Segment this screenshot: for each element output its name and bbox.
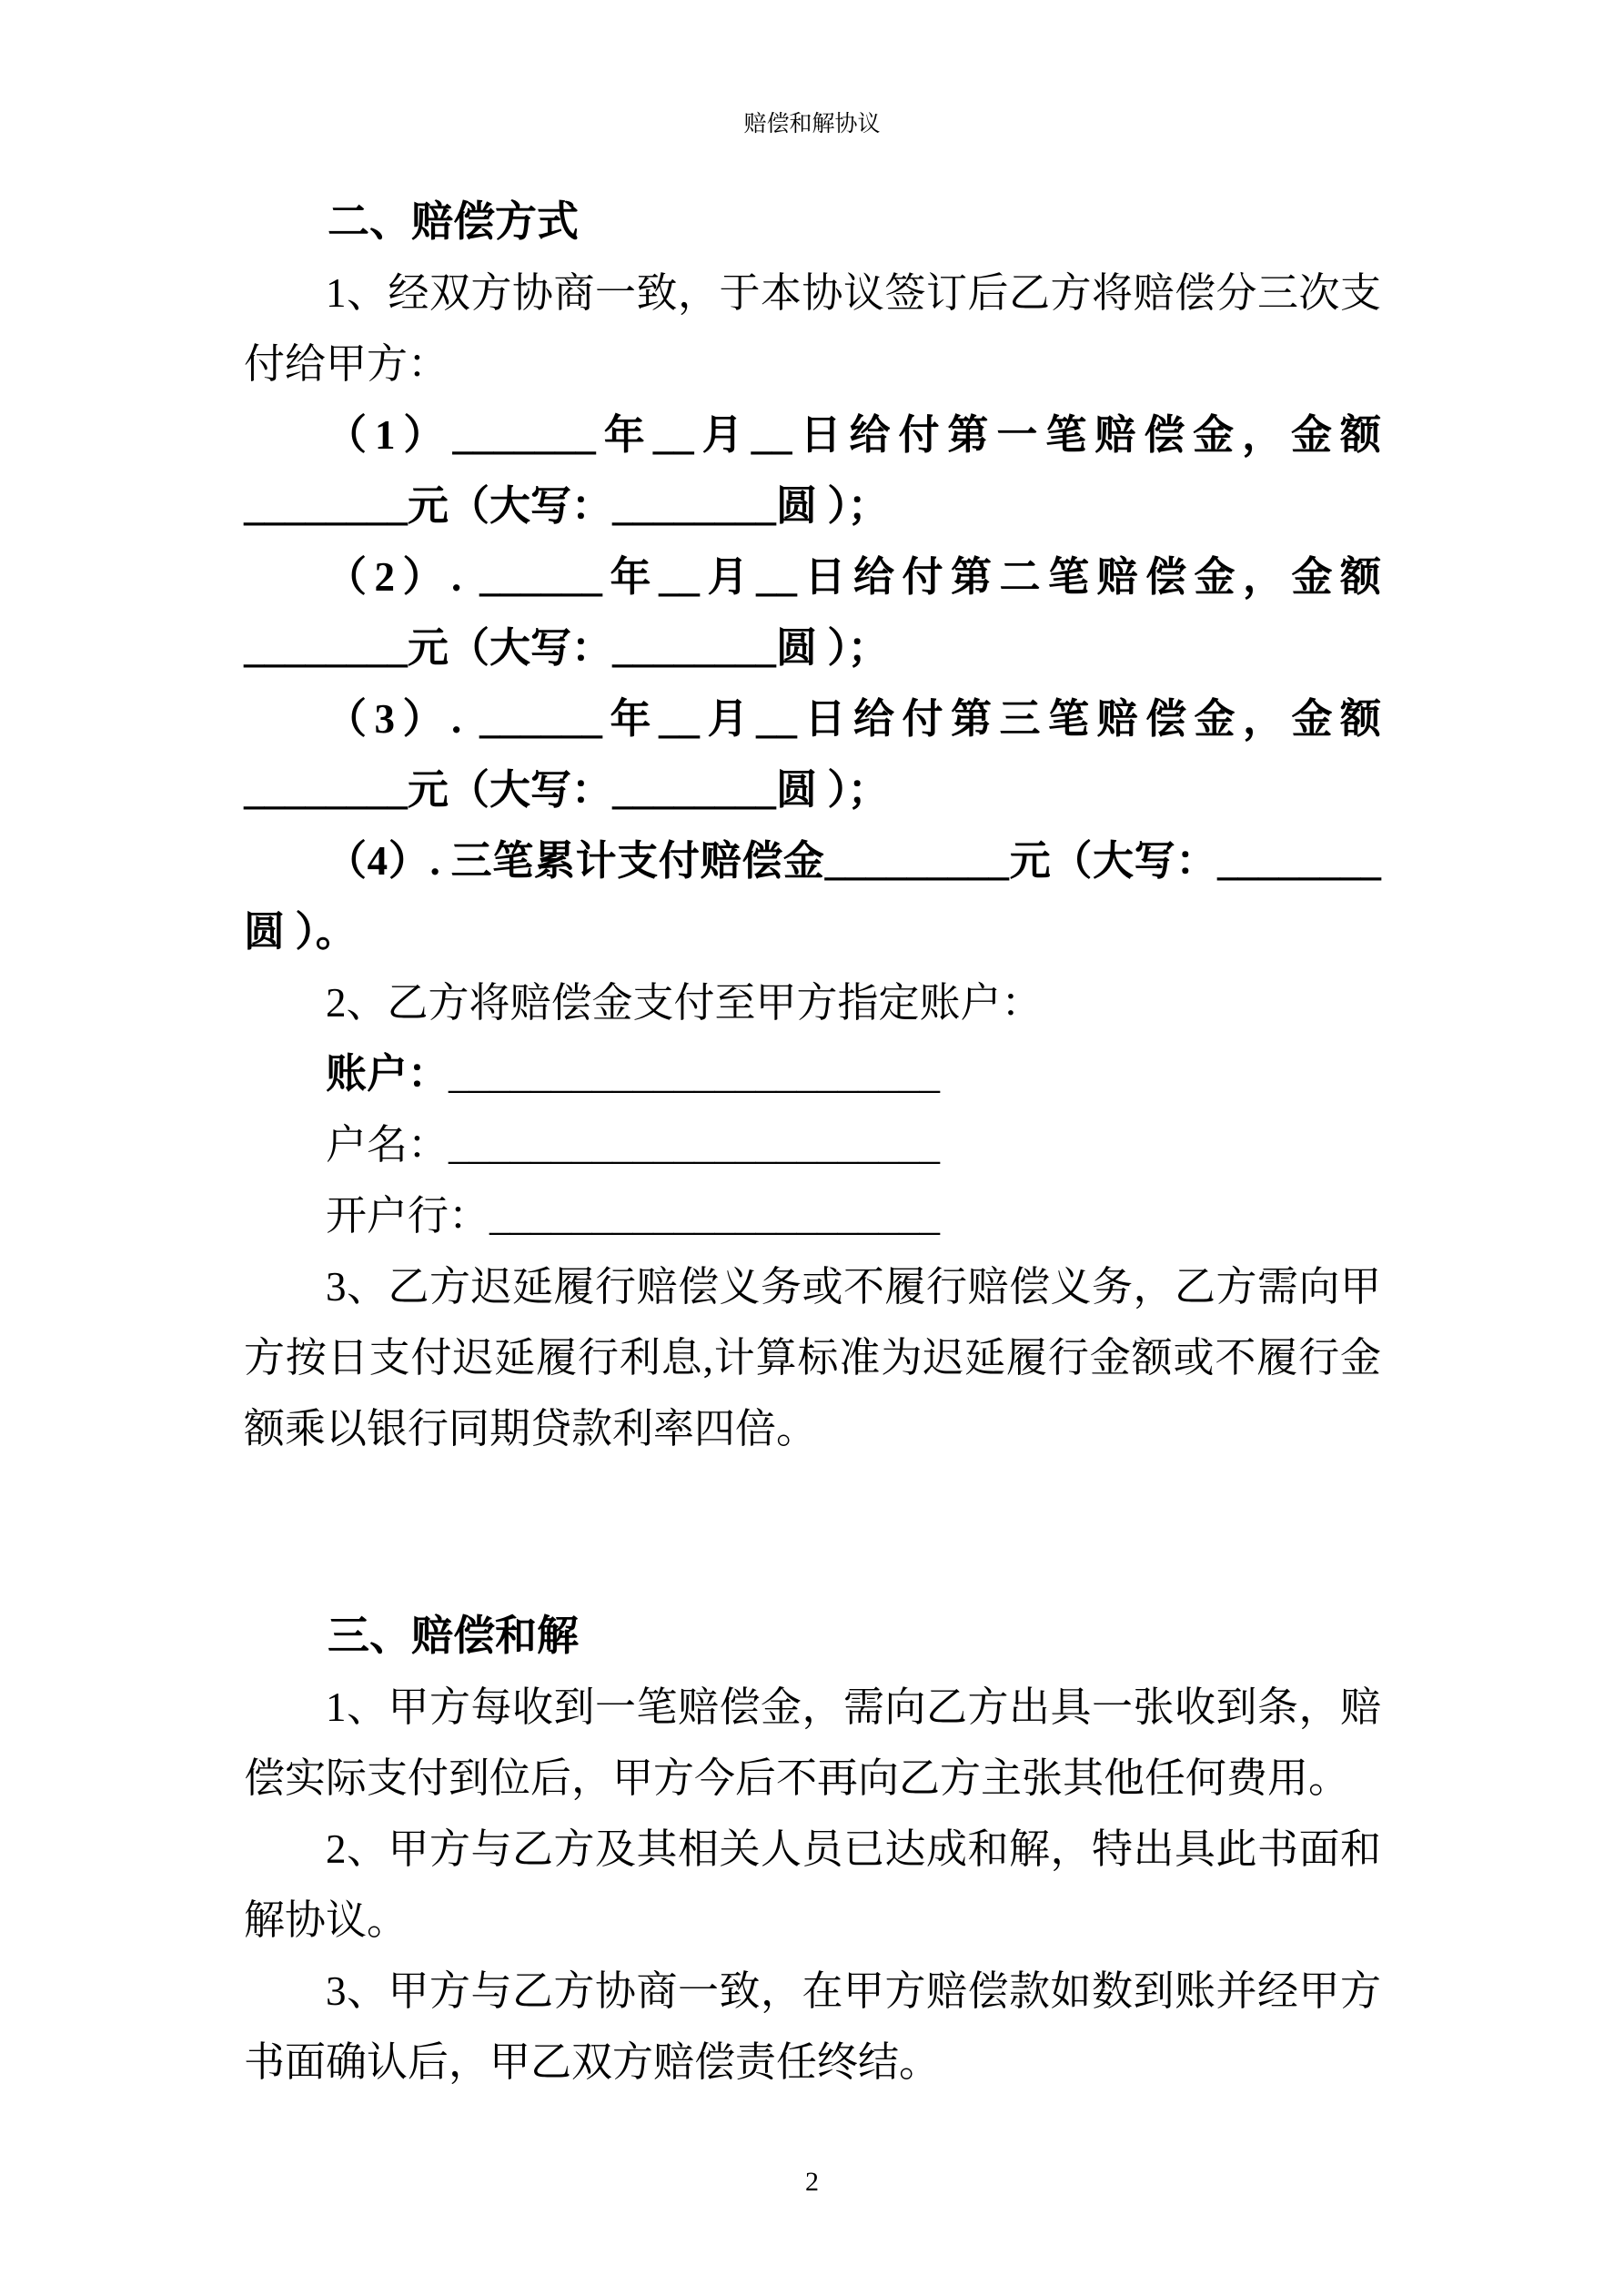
section-heading-compensation-method: 二、赔偿方式 (328, 198, 579, 245)
paragraph-payment-total: （4）. 三笔累计支付赔偿金_________元（大写：________圆 ）。 (244, 838, 1381, 955)
paragraph-payment-intro: 1、经双方协商一致，于本协议签订后乙方将赔偿分三次支付给甲方： (244, 270, 1381, 387)
paragraph-payment-2: （2）. ______年__月__日给付第二笔赔偿金，金额________元（大写：________圆 ）； (244, 554, 1381, 671)
page-footer (0, 2167, 1624, 2198)
account-number-blank: ________________________ (449, 1051, 941, 1097)
paragraph-settlement-2: 2、甲方与乙方及其相关人员已达成和解，特出具此书面和解协议。 (244, 1826, 1381, 1943)
account-holder-blank: ________________________ (449, 1122, 941, 1168)
document-body (244, 187, 1381, 2098)
paragraph-payment-3: （3）. ______年__月__日给付第三笔赔偿金，金额________元（大写：________圆 ）； (244, 696, 1381, 813)
paragraph-interest-clause: 3、乙方迟延履行赔偿义务或不履行赔偿义务，乙方需向甲方按日支付迟延履行利息,计算标准为迟延履行金额或不履行金额乘以银行同期贷款利率四倍。 (244, 1264, 1381, 1451)
account-holder-label: 户名： (326, 1122, 449, 1168)
bank-branch-line (244, 1180, 1381, 1251)
section-heading-settlement: 三、赔偿和解 (328, 1613, 579, 1659)
paragraph-settlement-1: 1、甲方每收到一笔赔偿金，需向乙方出具一张收到条，赔偿实际支付到位后，甲方今后不再向乙方主张其他任何费用。 (244, 1684, 1381, 1801)
paragraph-account-intro: 2、乙方将赔偿金支付至甲方指定账户： (326, 980, 1043, 1026)
paragraph-settlement-3: 3、甲方与乙方协商一致，在甲方赔偿款如数到账并经甲方书面确认后，甲乙双方赔偿责任终结。 (244, 1968, 1381, 2085)
account-number-label: 账户： (326, 1051, 449, 1097)
bank-branch-blank: ______________________ (489, 1193, 941, 1239)
account-holder-line (244, 1109, 1381, 1180)
paragraph-payment-1: （1）_______年__月__日给付第一笔赔偿金，金额________元（大写：________圆 ）； (244, 412, 1381, 529)
document-header (0, 111, 1624, 138)
document-header-title: 赔偿和解协议 (743, 112, 881, 137)
account-number-line (244, 1038, 1381, 1109)
page-number: 2 (805, 2167, 819, 2197)
bank-branch-label: 开户行： (326, 1193, 490, 1239)
